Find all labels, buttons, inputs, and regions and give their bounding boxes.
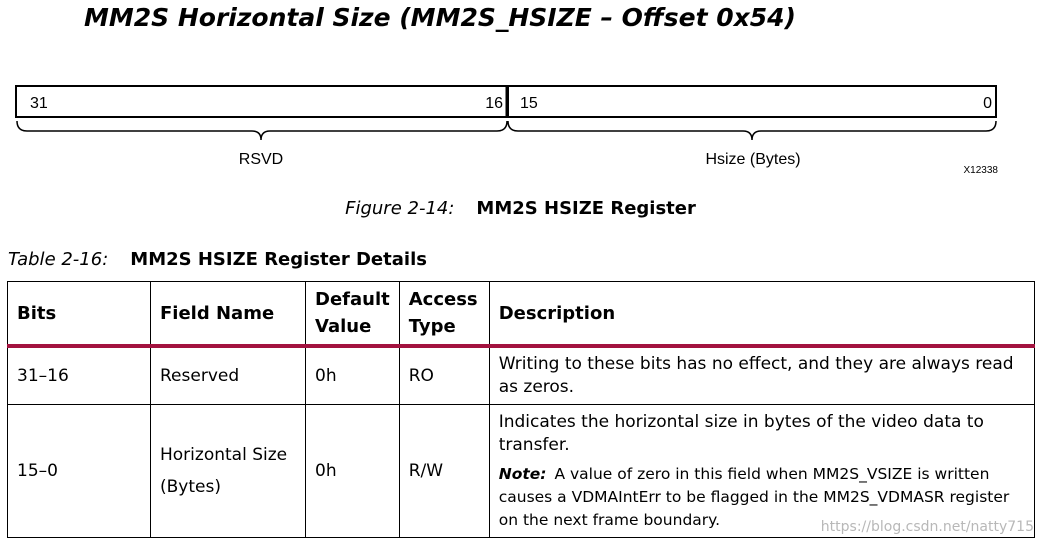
cell-access-type: R/W	[399, 405, 489, 538]
header-field-name: Field Name	[151, 282, 306, 347]
cell-default-value: 0h	[306, 346, 400, 405]
table-title: MM2S HSIZE Register Details	[130, 249, 427, 270]
table-caption	[8, 249, 427, 270]
table-row	[8, 405, 1035, 538]
cell-field-name: Reserved	[151, 346, 306, 405]
table-number: Table 2-16:	[8, 249, 109, 270]
cell-description: Writing to these bits has no effect, and they are always read as zeros.	[489, 346, 1034, 405]
register-field-box-hsize	[508, 86, 996, 117]
brace-hsize	[508, 121, 996, 140]
field-name-line1: Horizontal Size	[160, 445, 288, 465]
cell-field-name	[151, 405, 306, 538]
figure-title: MM2S HSIZE Register	[476, 198, 696, 219]
register-details-table	[7, 281, 1035, 538]
cell-description	[489, 405, 1034, 538]
watermark: https://blog.csdn.net/natty715	[820, 519, 1034, 535]
bit-31-label: 31	[30, 95, 48, 112]
figure-number: Figure 2-14:	[345, 198, 455, 219]
header-access-type	[399, 282, 489, 347]
cell-access-type: RO	[399, 346, 489, 405]
header-bits: Bits	[8, 282, 151, 347]
cell-bits: 31–16	[8, 346, 151, 405]
bit-16-label: 16	[485, 95, 503, 112]
note-text: A value of zero in this field when MM2S_VSIZE is written causes a VDMAIntErr to be flagged in the MM2S_VDMASR register on the next frame boundary.	[498, 464, 1010, 529]
header-default-value	[306, 282, 400, 347]
cell-default-value: 0h	[306, 405, 400, 538]
header-access-type-line2: Type	[408, 316, 456, 337]
field-label-rsvd: RSVD	[238, 151, 284, 168]
field-label-hsize: Hsize (Bytes)	[705, 151, 801, 168]
brace-rsvd	[17, 121, 507, 140]
figure-id: X12338	[963, 165, 998, 176]
header-default-value-line1: Default	[315, 289, 390, 310]
header-default-value-line2: Value	[315, 316, 372, 337]
header-description: Description	[489, 282, 1034, 347]
section-title: MM2S Horizontal Size (MM2S_HSIZE – Offset 0x54)	[84, 3, 796, 32]
field-name-line2: (Bytes)	[160, 477, 221, 497]
table-header-row	[8, 282, 1035, 347]
cell-bits: 15–0	[8, 405, 151, 538]
bit-0-label: 0	[983, 95, 992, 112]
register-diagram	[0, 0, 1041, 190]
note-label: Note:	[498, 464, 547, 483]
bit-15-label: 15	[520, 95, 538, 112]
register-field-box-rsvd	[16, 86, 507, 117]
header-access-type-line1: Access	[408, 289, 478, 310]
table-row	[8, 346, 1035, 405]
description-text: Indicates the horizontal size in bytes of the video data to transfer.	[498, 411, 984, 455]
figure-caption	[0, 198, 1041, 219]
